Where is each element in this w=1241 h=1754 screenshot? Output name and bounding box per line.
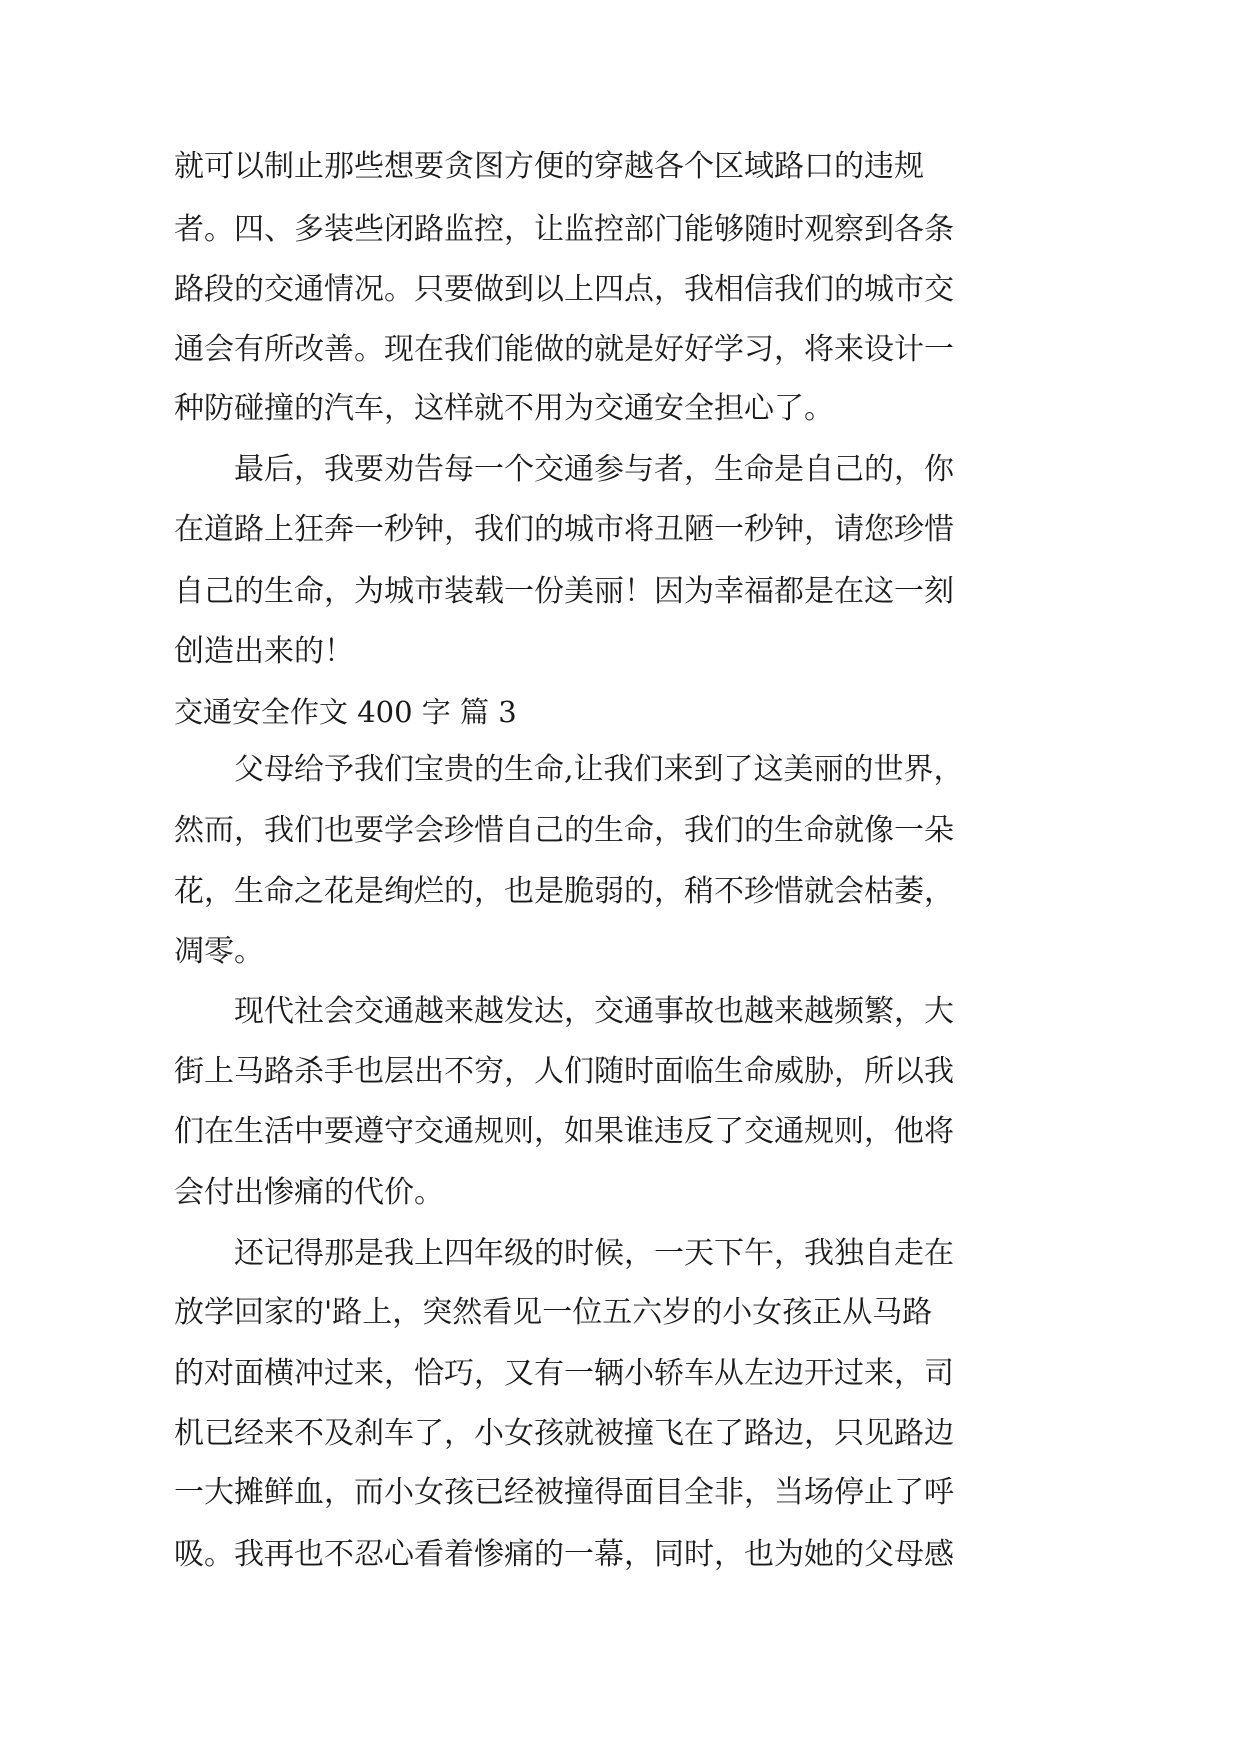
line-text: 最后，我要劝告每一个交通参与者，生命是自己的，你: [234, 452, 954, 487]
body-text-line: [0, 1173, 1241, 1213]
line-text: 放学回家的'路上，突然看见一位五六岁的小女孩正从马路: [174, 1295, 933, 1330]
line-text: 花，生命之花是绚烂的，也是脆弱的，稍不珍惜就会枯萎，: [174, 874, 954, 909]
line-text: 者。四、多装些闭路监控，让监控部门能够随时观察到各条: [174, 212, 954, 247]
body-text-line: [0, 270, 1241, 310]
body-text-line: [0, 1473, 1241, 1513]
body-text-line: [0, 389, 1241, 429]
heading-text: 交通安全作文 400 字 篇 3: [174, 695, 517, 729]
body-text-line: [0, 572, 1241, 612]
line-text: 自己的生命，为城市装载一份美丽！因为幸福都是在这一刻: [174, 574, 954, 609]
line-text: 然而，我们也要学会珍惜自己的生命，我们的生命就像一朵: [174, 813, 954, 848]
body-text-line: [0, 147, 1241, 187]
line-text: 父母给予我们宝贵的生命,让我们来到了这美丽的世界，: [234, 752, 964, 787]
paragraph-first-line: [0, 750, 1241, 790]
line-text: 路段的交通情况。只要做到以上四点，我相信我们的城市交: [174, 272, 954, 307]
body-text-line: [0, 811, 1241, 851]
body-text-line: [0, 1535, 1241, 1575]
body-text-line: [0, 330, 1241, 370]
line-text: 还记得那是我上四年级的时候，一天下午，我独自走在: [234, 1236, 954, 1271]
body-text-line: [0, 932, 1241, 972]
paragraph-first-line: [0, 992, 1241, 1032]
line-text: 种防碰撞的汽车，这样就不用为交通安全担心了。: [174, 391, 834, 426]
line-text: 一大摊鲜血，而小女孩已经被撞得面目全非，当场停止了呼: [174, 1475, 954, 1510]
line-text: 们在生活中要遵守交通规则，如果谁违反了交通规则，他将: [174, 1114, 954, 1149]
line-text: 就可以制止那些想要贪图方便的穿越各个区域路口的违规: [174, 149, 924, 184]
body-text-line: [0, 210, 1241, 250]
line-text: 的对面横冲过来，恰巧，又有一辆小轿车从左边开过来，司: [174, 1356, 954, 1391]
line-text: 机已经来不及刹车了，小女孩就被撞飞在了路边，只见路边: [174, 1416, 954, 1451]
section-heading: [0, 692, 1241, 732]
paragraph-first-line: [0, 450, 1241, 490]
body-text-line: [0, 1052, 1241, 1092]
body-text-line: [0, 1293, 1241, 1333]
line-text: 在道路上狂奔一秒钟，我们的城市将丑陋一秒钟，请您珍惜: [174, 512, 954, 547]
line-text: 创造出来的！: [174, 634, 354, 669]
line-text: 吸。我再也不忍心看着惨痛的一幕，同时，也为她的父母感: [174, 1537, 954, 1572]
body-text-line: [0, 510, 1241, 550]
line-text: 凋零。: [174, 934, 264, 969]
body-text-line: [0, 872, 1241, 912]
paragraph-first-line: [0, 1234, 1241, 1274]
line-text: 现代社会交通越来越发达，交通事故也越来越频繁，大: [234, 994, 954, 1029]
body-text-line: [0, 632, 1241, 672]
body-text-line: [0, 1414, 1241, 1454]
line-text: 会付出惨痛的代价。: [174, 1175, 444, 1210]
line-text: 街上马路杀手也层出不穷，人们随时面临生命威胁，所以我: [174, 1054, 954, 1089]
body-text-line: [0, 1112, 1241, 1152]
body-text-line: [0, 1354, 1241, 1394]
line-text: 通会有所改善。现在我们能做的就是好好学习，将来设计一: [174, 332, 954, 367]
